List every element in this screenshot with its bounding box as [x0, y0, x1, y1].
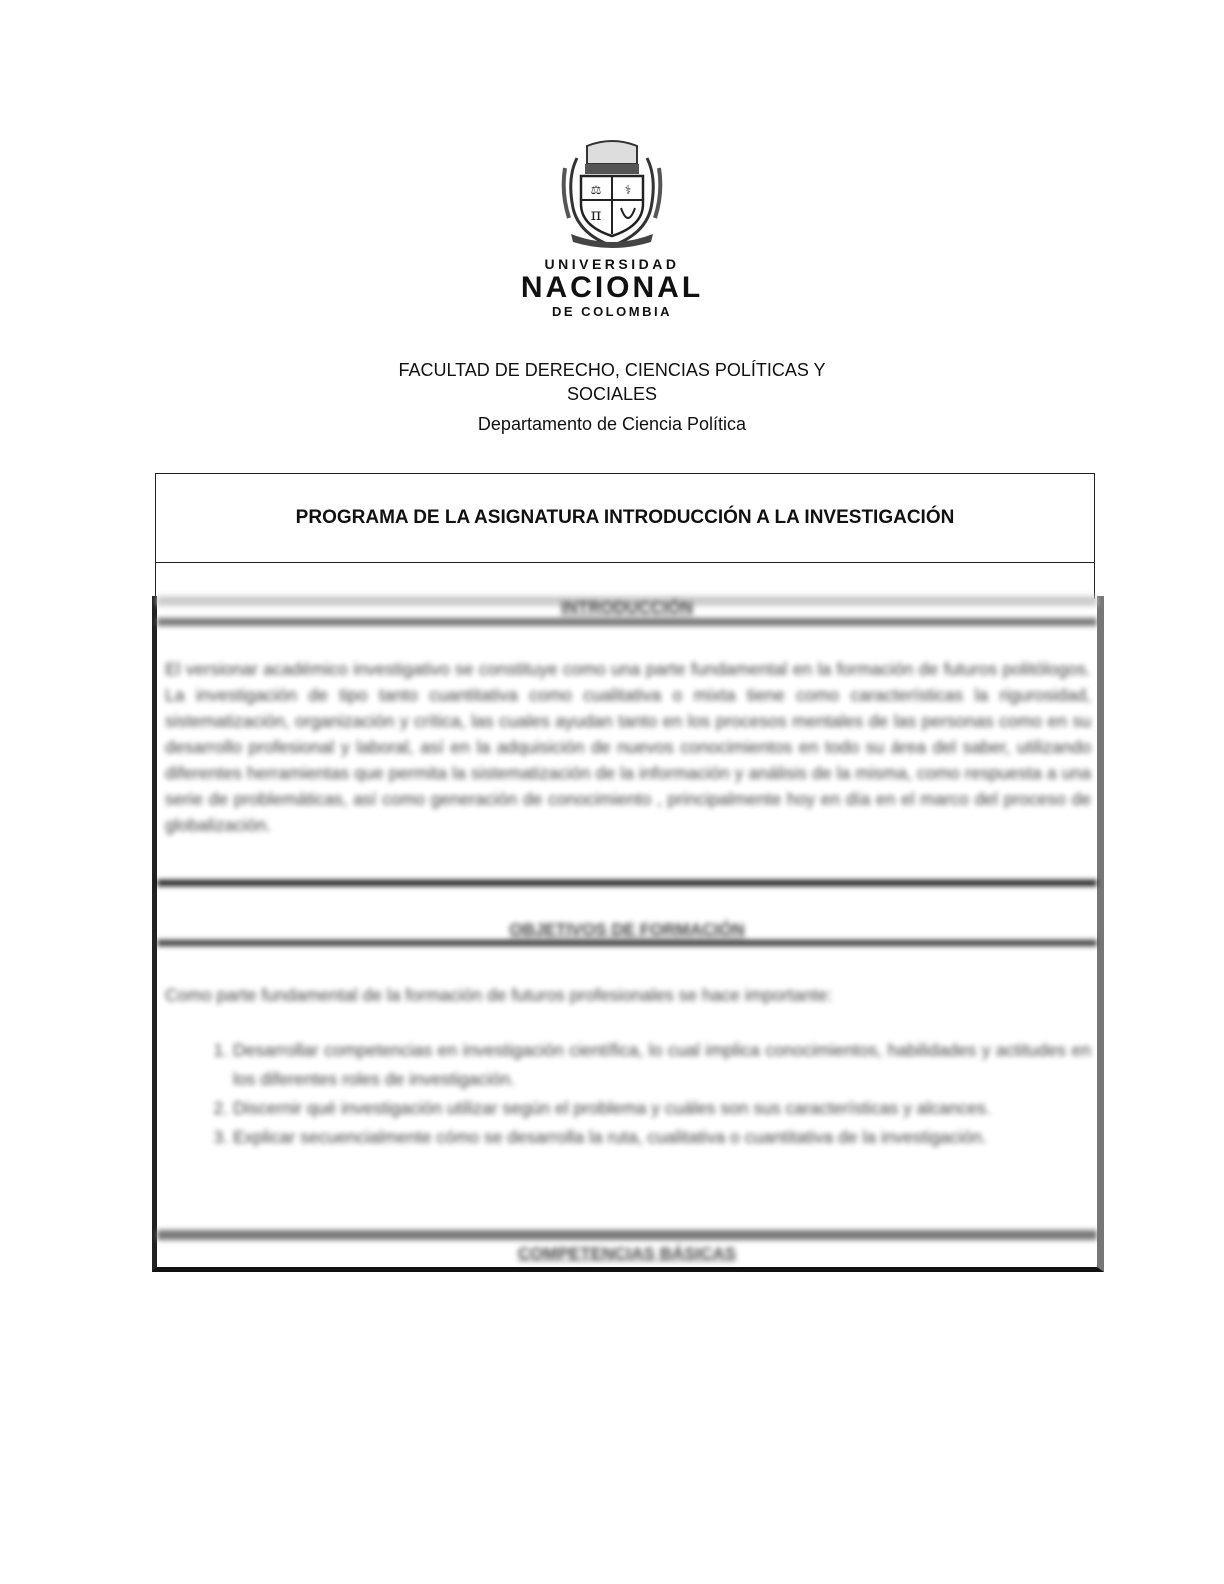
table-continuation	[155, 563, 1095, 599]
university-seal-icon	[557, 138, 667, 250]
svg-text:⚖: ⚖	[590, 183, 602, 197]
program-title-box	[155, 473, 1095, 563]
svg-text:π: π	[590, 205, 602, 224]
objectives-intro: Como parte fundamental de la formación de futuros profesionales se hace importante:	[165, 985, 833, 1005]
faculty-line1: FACULTAD DE DERECHO, CIENCIAS POLÍTICAS Y	[398, 360, 826, 380]
list-item: 1. Desarrollar competencias en investigación científica, lo cual implica conocimientos, habilidades y actitudes en los diferentes roles de investigación.	[233, 1036, 1091, 1094]
university-logo	[500, 138, 724, 319]
intro-paragraph: El versionar académico investigativo se constituye como una parte fundamental en la formación de futuros politólogos. La investigación de tipo tanto cuantitativa como cualitativa o mixta tiene como características la rigurosidad, sistematización, organización y crítica, las cuales ayudan tanto en los procesos mentales de las personas como en su desarrollo profesional y laboral, así en la adquisición de nuevos conocimientos en todo su área del saber, utilizando diferentes herramientas que permita la sistematización de la información y análisis de la misma, como respuesta a una serie de problemáticas, así como generación de conocimiento , principalmente hoy en día en el marco del proceso de globalización.	[165, 659, 1091, 835]
objectives-heading: OBJETIVOS DE FORMACIÓN	[509, 920, 745, 939]
intro-heading: INTRODUCCIÓN	[560, 598, 694, 617]
svg-text:⚕: ⚕	[624, 183, 632, 197]
table-divider	[157, 1230, 1097, 1240]
table-divider	[157, 880, 1097, 886]
table-divider	[157, 940, 1097, 946]
university-name-line1: UNIVERSIDAD	[544, 256, 680, 272]
faculty-name	[330, 358, 894, 406]
objectives-list	[197, 1036, 1091, 1152]
department-name: Departamento de Ciencia Política	[477, 414, 747, 434]
competencies-heading: COMPETENCIAS BÁSICAS	[517, 1244, 737, 1263]
university-name-line3: DE COLOMBIA	[552, 304, 672, 319]
program-title: PROGRAMA DE LA ASIGNATURA INTRODUCCIÓN A LA INVESTIGACIÓN	[295, 507, 955, 528]
list-item: 3. Explicar secuencialmente cómo se desarrolla la ruta, cualitativa o cuantitativa de la investigación.	[233, 1123, 1091, 1152]
embedded-program-table	[152, 596, 1104, 1272]
university-name-line2: NACIONAL	[520, 271, 704, 304]
list-item: 2. Discernir qué investigación utilizar según el problema y cuáles son sus características y alcances.	[233, 1094, 1091, 1123]
table-divider	[157, 618, 1097, 626]
faculty-line2: SOCIALES	[566, 384, 658, 404]
